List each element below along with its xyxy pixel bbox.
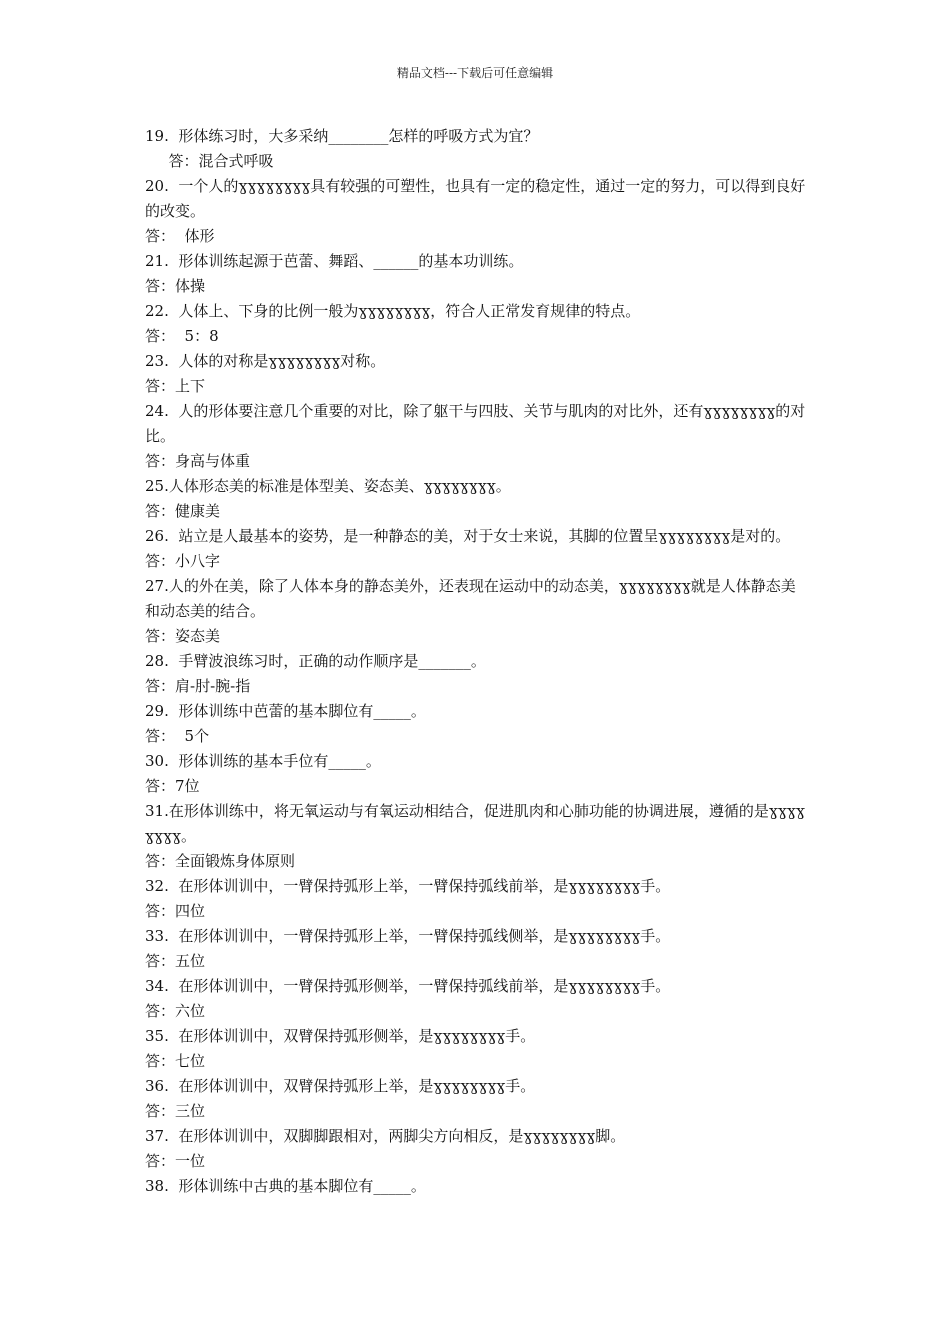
- question: 32. 在形体训训中，一臂保持弧形上举，一臂保持弧线前举，是ɣɣɣɣɣɣɣɣ手。: [145, 877, 671, 895]
- answer: 答：小八字: [145, 552, 221, 570]
- qa-list: [145, 124, 809, 1199]
- answer: 答：体操: [145, 277, 206, 295]
- question: 19. 形体练习时，大多采纳________怎样的呼吸方式为宜？: [145, 127, 539, 145]
- question: 33. 在形体训训中，一臂保持弧形上举，一臂保持弧线侧举，是ɣɣɣɣɣɣɣɣ手。: [145, 927, 671, 945]
- answer: 答：三位: [145, 1102, 206, 1120]
- answer: 答：四位: [145, 902, 206, 920]
- answer: 答： 5个: [145, 727, 210, 745]
- question: 20. 一个人的ɣɣɣɣɣɣɣɣ具有较强的可塑性，也具有一定的稳定性，通过一定的努力，可以得到良好的改变。: [145, 177, 806, 220]
- question: 34. 在形体训训中，一臂保持弧形侧举，一臂保持弧线前举，是ɣɣɣɣɣɣɣɣ手。: [145, 977, 671, 995]
- answer: 答：健康美: [145, 502, 221, 520]
- question: 36. 在形体训训中，双臂保持弧形上举，是ɣɣɣɣɣɣɣɣ手。: [145, 1077, 536, 1095]
- question: 29. 形体训练中芭蕾的基本脚位有_____。: [145, 702, 426, 720]
- question: 21. 形体训练起源于芭蕾、舞蹈、______的基本功训练。: [145, 252, 524, 270]
- question: 27.人的外在美，除了人体本身的静态美外，还表现在运动中的动态美，ɣɣɣɣɣɣɣɣ就是人体静态美和动态美的结合。: [145, 577, 796, 620]
- question: 24. 人的形体要注意几个重要的对比，除了躯干与四肢、关节与肌肉的对比外，还有ɣɣɣɣɣɣɣɣ的对比。: [145, 402, 806, 445]
- question: 26. 站立是人最基本的姿势，是一种静态的美，对于女士来说，其脚的位置呈ɣɣɣɣɣɣɣɣ是对的。: [145, 527, 791, 545]
- question: 25.人体形态美的标准是体型美、姿态美、ɣɣɣɣɣɣɣɣ。: [145, 477, 511, 495]
- question: 23. 人体的对称是ɣɣɣɣɣɣɣɣ对称。: [145, 352, 386, 370]
- answer: 答：混合式呼吸: [159, 152, 274, 170]
- answer: 答：身高与体重: [145, 452, 251, 470]
- answer: 答：五位: [145, 952, 206, 970]
- question: 30. 形体训练的基本手位有_____。: [145, 752, 381, 770]
- question: 37. 在形体训训中，双脚脚跟相对，两脚尖方向相反，是ɣɣɣɣɣɣɣɣ脚。: [145, 1127, 626, 1145]
- answer: 答：一位: [145, 1152, 206, 1170]
- answer: 答：上下: [145, 377, 206, 395]
- answer: 答：六位: [145, 1002, 206, 1020]
- answer: 答：肩-肘-腕-指: [145, 677, 251, 695]
- question: 35. 在形体训训中，双臂保持弧形侧举，是ɣɣɣɣɣɣɣɣ手。: [145, 1027, 536, 1045]
- page-header: 精品文档---下载后可任意编辑: [396, 66, 554, 80]
- answer: 答： 体形: [145, 227, 215, 245]
- question: 38. 形体训练中古典的基本脚位有_____。: [145, 1177, 426, 1195]
- answer: 答：7位: [145, 777, 200, 795]
- answer: 答：七位: [145, 1052, 206, 1070]
- question: 22. 人体上、下身的比例一般为ɣɣɣɣɣɣɣɣ，符合人正常发育规律的特点。: [145, 302, 641, 320]
- answer: 答：全面锻炼身体原则: [145, 852, 296, 870]
- answer: 答： 5：8: [145, 327, 219, 345]
- answer: 答：姿态美: [145, 627, 221, 645]
- question: 31.在形体训练中，将无氧运动与有氧运动相结合，促进肌肉和心肺功能的协调进展，遵循的是ɣɣɣɣɣɣɣɣ。: [145, 802, 805, 845]
- question: 28. 手臂波浪练习时，正确的动作顺序是_______。: [145, 652, 486, 670]
